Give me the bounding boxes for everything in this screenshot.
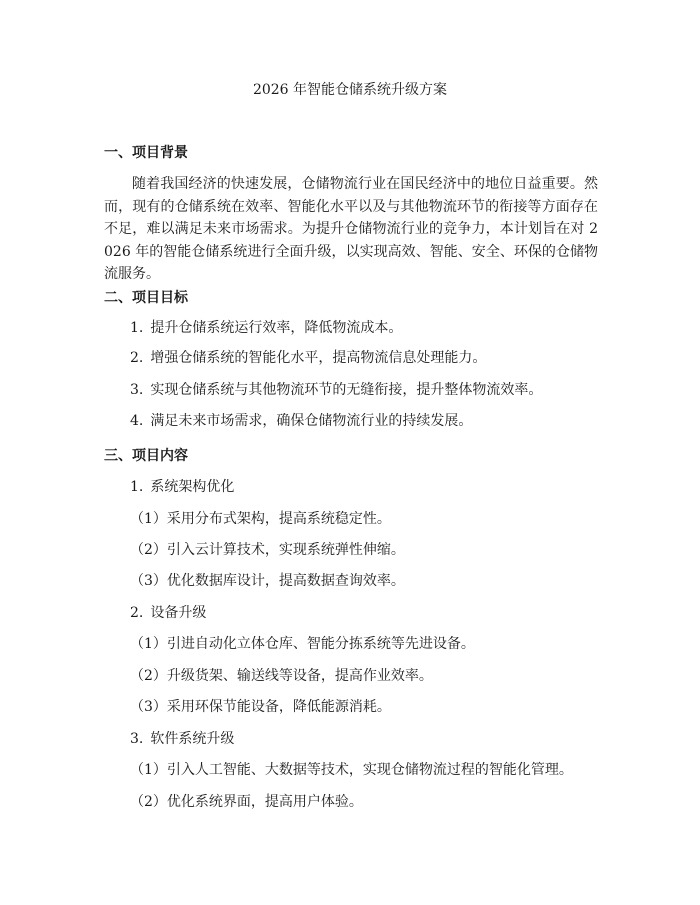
content-sub-item: （1）采用分布式架构，提高系统稳定性。 — [130, 511, 391, 527]
content-sub-item: （3）采用环保节能设备，降低能源消耗。 — [130, 699, 391, 715]
content-group-title — [130, 603, 206, 623]
section-heading-background: 一、项目背景 — [104, 145, 188, 161]
content-group-text: 系统架构优化 — [150, 479, 235, 495]
goal-item-number: 1. — [130, 320, 144, 336]
content-group-title — [130, 729, 234, 749]
document-title: 2026 年智能仓储系统升级方案 — [252, 82, 448, 98]
goal-item — [130, 318, 402, 338]
goal-item-text: 提升仓储系统运行效率，降低物流成本。 — [150, 320, 403, 336]
content-sub-item: （2）升级货架、输送线等设备，提高作业效率。 — [130, 668, 433, 684]
goal-item — [130, 411, 472, 431]
content-group-number: 2. — [130, 605, 144, 621]
section-heading-goals: 二、项目目标 — [104, 290, 188, 306]
content-sub-item: （2）引入云计算技术，实现系统弹性伸缩。 — [130, 542, 405, 558]
content-sub-item: （1）引入人工智能、大数据等技术，实现仓储物流过程的智能化管理。 — [130, 762, 573, 778]
content-sub-item: （2）优化系统界面，提高用户体验。 — [130, 794, 363, 810]
content-sub-item: （1）引进自动化立体仓库、智能分拣系统等先进设备。 — [130, 636, 475, 652]
goal-item-text: 增强仓储系统的智能化水平，提高物流信息处理能力。 — [150, 350, 487, 366]
content-group-text: 设备升级 — [150, 605, 207, 621]
goal-item-number: 2. — [130, 350, 144, 366]
goal-item-text: 实现仓储系统与其他物流环节的无缝衔接，提升整体物流效率。 — [150, 382, 543, 398]
goal-item — [130, 348, 486, 368]
background-paragraph: 随着我国经济的快速发展，仓储物流行业在国民经济中的地位日益重要。然而，现有的仓储系统在效率、智能化水平以及与其他物流环节的衔接等方面存在不足，难以满足未来市场需求。为提升仓储物流行业的竞争力，本计划旨在对 2026 年的智能仓储系统进行全面升级，以实现高效、智能、安全、环保的仓储物流服务。 — [104, 176, 598, 282]
content-group-title — [130, 477, 234, 497]
content-group-number: 1. — [130, 479, 144, 495]
goal-item — [130, 380, 542, 400]
content-group-text: 软件系统升级 — [150, 731, 235, 747]
content-sub-item: （3）优化数据库设计，提高数据查询效率。 — [130, 573, 405, 589]
content-group-number: 3. — [130, 731, 144, 747]
section-heading-content: 三、项目内容 — [104, 448, 188, 464]
goal-item-number: 4. — [130, 413, 144, 429]
goal-item-text: 满足未来市场需求，确保仓储物流行业的持续发展。 — [150, 413, 473, 429]
goal-item-number: 3. — [130, 382, 144, 398]
